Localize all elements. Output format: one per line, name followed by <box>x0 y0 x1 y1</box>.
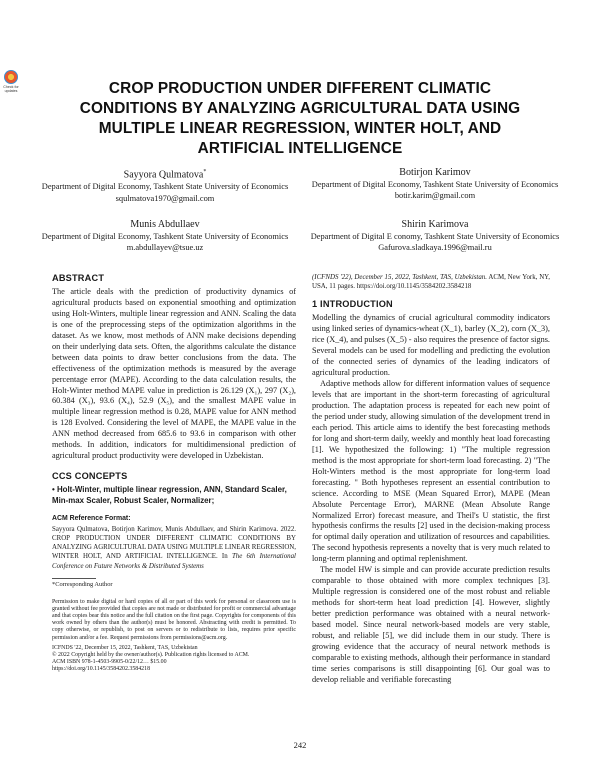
author-block-2 <box>300 166 570 202</box>
right-column <box>312 273 550 686</box>
update-badge-icon <box>4 70 18 84</box>
acm-reference-venue: The 6th International Conference on Future Networks & Distributed Systems <box>52 553 296 570</box>
author-email[interactable]: botir.karim@gmail.com <box>394 191 476 201</box>
acm-reference-text <box>52 525 296 571</box>
copyright-block <box>52 645 296 674</box>
author-affiliation: Department of Digital Economy, Tashkent State University of Economics <box>311 180 559 189</box>
footnote: *Corresponding Author <box>52 580 113 588</box>
author-email[interactable]: m.abdullayev@tsue.uz <box>126 243 204 253</box>
paper-title: CROP PRODUCTION UNDER DIFFERENT CLIMATIC CONDITIONS BY ANALYZING AGRICULTURAL DATA USING MULTIPLE LINEAR REGRESSION, WINTER HOLT, AND ARTIFICIAL INTELLIGENCE <box>79 80 521 157</box>
introduction-heading: 1 INTRODUCTION <box>312 299 393 310</box>
isbn-line: ACM ISBN 978-1-4503-9905-0/22/12… $15.00 <box>52 658 167 665</box>
conference-line: ICFNDS '22, December 15, 2022, Tashkent, TAS, Uzbekistan <box>52 644 198 651</box>
ccs-heading: CCS CONCEPTS <box>52 471 128 482</box>
copyright-line: © 2022 Copyright held by the owner/author(s). Publication rights licensed to ACM. <box>52 651 250 658</box>
acm-reference-continued <box>312 273 550 291</box>
author-block-4 <box>300 218 570 254</box>
ccs-items: • Holt-Winter, multiple linear regression, ANN, Standard Scaler, Min-max Scaler, Robust Scaler, Normalizer; <box>52 485 287 505</box>
abstract-text: The article deals with the prediction of productivity dynamics of agricultural products based on exponential smoothing and optimization using Holt-Winters, multiple linear regression and ANN. Scaling the data is one of the preprocessing steps of the optimization algorithms in the dataset. As we know, most methods of ANN make decisions depending on their underlying data sets. Often, the algorithms calculate the distance between data points to draw better conclusions from the data. The effectiveness of the optimization methods is measured by the average percentage error (MAPE). According to the data calculation results, the Holt-Winter method MAPE value in prediction is 26.129 (X₁), 297 (X₂), 60.384 (X₃), 93.6 (X₄), 52.9 (X₅), and the smallest MAPE value in multiple linear regression method is 0.28, MAPE value for ANN method is 128 Evolved. Considering the level of MAPE, the MAPE value in the ANN method decreased from 685.6 to 93.6 in comparison with other methods. In addition, indicators for multidimensional prediction of agricultural product productivity were developed in Uzbekistan. <box>52 286 296 461</box>
author-name: Botirjon Karimov <box>399 167 471 178</box>
intro-paragraph-3: The model HW is simple and can provide accurate prediction results comparable to those obtained with more complex techniques [3]. Multiple regression is considered one of the most robust and reliable methods for short-term heat load prediction [4]. However, slightly better prediction performance was obtained with a neural network-based model. Since neural network-based models are very stable, robust, and reliable [5], we did include them in our study. There is growing evidence that the accuracy of neural network methods is comparable to existing methods, although their performance in standard time series comparisons is still disappointing [6]. Our goal was to develop reliable and verifiable forecasting <box>312 565 550 684</box>
check-for-updates-badge[interactable] <box>2 70 20 96</box>
author-affiliation: Department of Digital Economy, Tashkent State University of Economics <box>41 232 289 241</box>
left-column <box>52 273 296 673</box>
author-email[interactable]: squlmatova1970@gmail.com <box>115 193 215 203</box>
acm-reference-heading: ACM Reference Format: <box>52 514 131 522</box>
page-number: 242 <box>293 740 307 750</box>
author-affiliation: Department of Digital E conomy, Tashkent State University of Economics <box>310 232 560 241</box>
doi-link[interactable]: https://doi.org/10.1145/3584202.3584218 <box>52 666 151 673</box>
author-email[interactable]: Gafurova.sladkaya.1996@mail.ru <box>378 243 492 253</box>
author-block-3 <box>30 218 300 254</box>
author-name: Munis Abdullaev <box>130 219 200 230</box>
permission-notice: Permission to make digital or hard copies of all or part of this work for personal or classroom use is granted without fee provided that copies are not made or distributed for profit or commercial advantage and that copies bear this notice and the full citation on the first page. Copyrights for components of this work owned by others than the author(s) must be honored. Abstracting with credit is permitted. To copy otherwise, or republish, to post on servers or to redistribute to lists, requires prior specific permission and/or a fee. Request permissions from permissions@acm.org. <box>52 598 296 641</box>
acm-reference-continued-venue: (ICFNDS '22), December 15, 2022, Tashkent, TAS, Uzbekistan. <box>312 274 487 281</box>
author-affiliation: Department of Digital Economy, Tashkent State University of Economics <box>41 182 289 192</box>
acm-reference-body: Sayyora Qulmatova, Botirjon Karimov, Munis Abdullaev, and Shirin Karimova. 2022. CROP PRODUCTION UNDER DIFFERENT CLIMATIC CONDITIONS BY ANALYZING AGRICULTURAL DATA USING MULTIPLE LINEAR REGRESSION, WINTER HOLT, AND ARTIFICIAL INTELLIGENCE. In <box>52 525 296 561</box>
author-name: Sayyora Qulmatova <box>123 169 204 181</box>
update-badge-label: Check for updates <box>3 85 19 93</box>
intro-paragraph-1: Modelling the dynamics of crucial agricultural commodity indicators using linked series of dynamics-wheat (X_1), barley (X_2), corn (X_3), rice (X_4), and pulses (X_5) - also requires the presence of factor signs. Several models can be used for modelling and predicting the evolution of the connected series of dynamics of the leading indicators of agricultural production. <box>312 313 550 378</box>
footnote-rule <box>52 578 96 579</box>
corresponding-mark: * <box>203 169 207 175</box>
intro-paragraph-2: Adaptive methods allow for different information values of sequence levels that are important in the short-term forecasting of agricultural production. The adaptation process is repeated for each new point of the period under study, allowing simulation of the development trend in each period. This article aims to identify the best forecasting methods for long and short-term daily, weekly and monthly heat load forecasting [1]. We hypothesized the following: 1) "The multiple regression method is the most appropriate for short-term load forecasting. 2) "The Holt-Winters method is the most appropriate for long-term load forecasting. " Both hypotheses represent an essential contribution to science. According to MSE (Mean Squared Error), MAPE (Mean Absolute Percentage Error), MARNE (Mean Absolute Range Normalized Error) forecast measure, and Theil's U statistic, the first hypothesis confirms the results [2] used in the decision-making process for optimal daily operation and utilization of resources and capabilities. The second hypothesis represents a novelty that is very much related to long-term planning and optimal replenishment. <box>312 379 550 564</box>
abstract-heading: ABSTRACT <box>52 273 105 283</box>
author-block-1 <box>30 166 300 204</box>
acm-reference-continued-rest: ACM, New York, NY, USA, 11 pages. https://doi.org/10.1145/3584202.3584218 <box>312 274 550 291</box>
author-name: Shirin Karimova <box>401 219 469 230</box>
